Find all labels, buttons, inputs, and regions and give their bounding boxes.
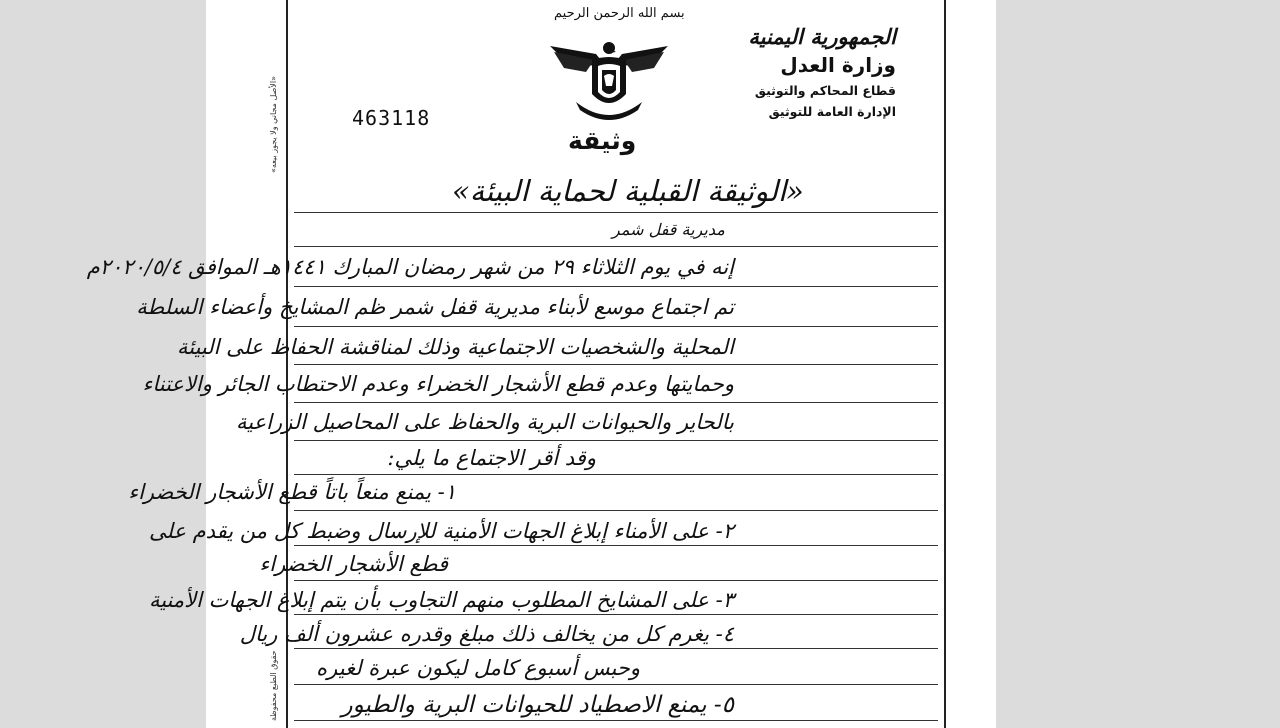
- district-name: مديرية قفل شمر: [612, 220, 725, 239]
- body-line: إنه في يوم الثلاثاء ٢٩ من شهر رمضان المبارك ١٤٤١هـ الموافق ٢٠٢٠/٥/٤م: [86, 255, 734, 279]
- side-note-top: «الأصل مجاني ولا يجوز بيعه»: [269, 76, 278, 173]
- ruled-line: [294, 510, 938, 511]
- ruled-line: [294, 402, 938, 403]
- resolution-item: قطع الأشجار الخضراء: [259, 552, 448, 576]
- administration-name: الإدارة العامة للتوثيق: [768, 104, 896, 119]
- ruled-line: [294, 684, 938, 685]
- resolution-item: وحبس أسبوع كامل ليكون عبرة لغيره: [316, 656, 640, 680]
- ruled-line: [294, 545, 938, 546]
- resolution-item: ٥- يمنع الاصطياد للحيوانات البرية والطيور: [341, 692, 734, 718]
- ruled-line: [294, 720, 938, 721]
- document-page: [86, 0, 996, 728]
- body-line: تم اجتماع موسع لأبناء مديرية قفل شمر ظم المشايخ وأعضاء السلطة: [136, 295, 734, 319]
- issuer-header: [696, 24, 896, 119]
- sector-name: قطاع المحاكم والتوثيق: [754, 83, 896, 98]
- ruled-line: [294, 326, 938, 327]
- body-line: وقد أقر الاجتماع ما يلي:: [387, 446, 596, 470]
- side-note-bottom: حقوق الطبع محفوظة: [269, 650, 278, 721]
- body-line: وحمايتها وعدم قطع الأشجار الخضراء وعدم الاحتطاب الجائر والاعتناء: [142, 372, 734, 396]
- resolution-item: ٤- يغرم كل من يخالف ذلك مبلغ وقدره عشرون ألف ريال: [239, 622, 734, 646]
- ruled-line: [294, 246, 938, 247]
- ministry-name: وزارة العدل: [780, 53, 896, 77]
- body-line: بالحاير والحيوانات البرية والحفاظ على المحاصيل الزراعية: [236, 410, 734, 434]
- resolution-item: ٢- على الأمناء إبلاغ الجهات الأمنية للإرسال وضبط كل من يقدم على: [148, 519, 734, 543]
- ruled-line: [294, 614, 938, 615]
- resolution-item: ٣- على المشايخ المطلوب منهم التجاوب بأن يتم إبلاغ الجهات الأمنية: [148, 588, 734, 612]
- republic-name: الجمهورية اليمنية: [748, 24, 896, 49]
- ruled-line: [294, 580, 938, 581]
- ruled-line: [294, 364, 938, 365]
- basmala: بسم الله الرحمن الرحيم: [554, 6, 685, 21]
- ruled-line: [294, 440, 938, 441]
- ruled-line: [294, 212, 938, 213]
- ruled-line: [294, 474, 938, 475]
- ruled-line: [294, 286, 938, 287]
- serial-number: 463118: [352, 106, 431, 130]
- ruled-line: [294, 648, 938, 649]
- eagle-emblem-icon: [546, 36, 672, 128]
- resolution-item: ١- يمنع منعاً باتاً قطع الأشجار الخضراء: [128, 480, 456, 504]
- document-label: وثيقة: [568, 126, 637, 155]
- document-title: «الوثيقة القبلية لحماية البيئة»: [452, 174, 804, 208]
- body-line: المحلية والشخصيات الاجتماعية وذلك لمناقشة الحفاظ على البيئة: [177, 335, 734, 359]
